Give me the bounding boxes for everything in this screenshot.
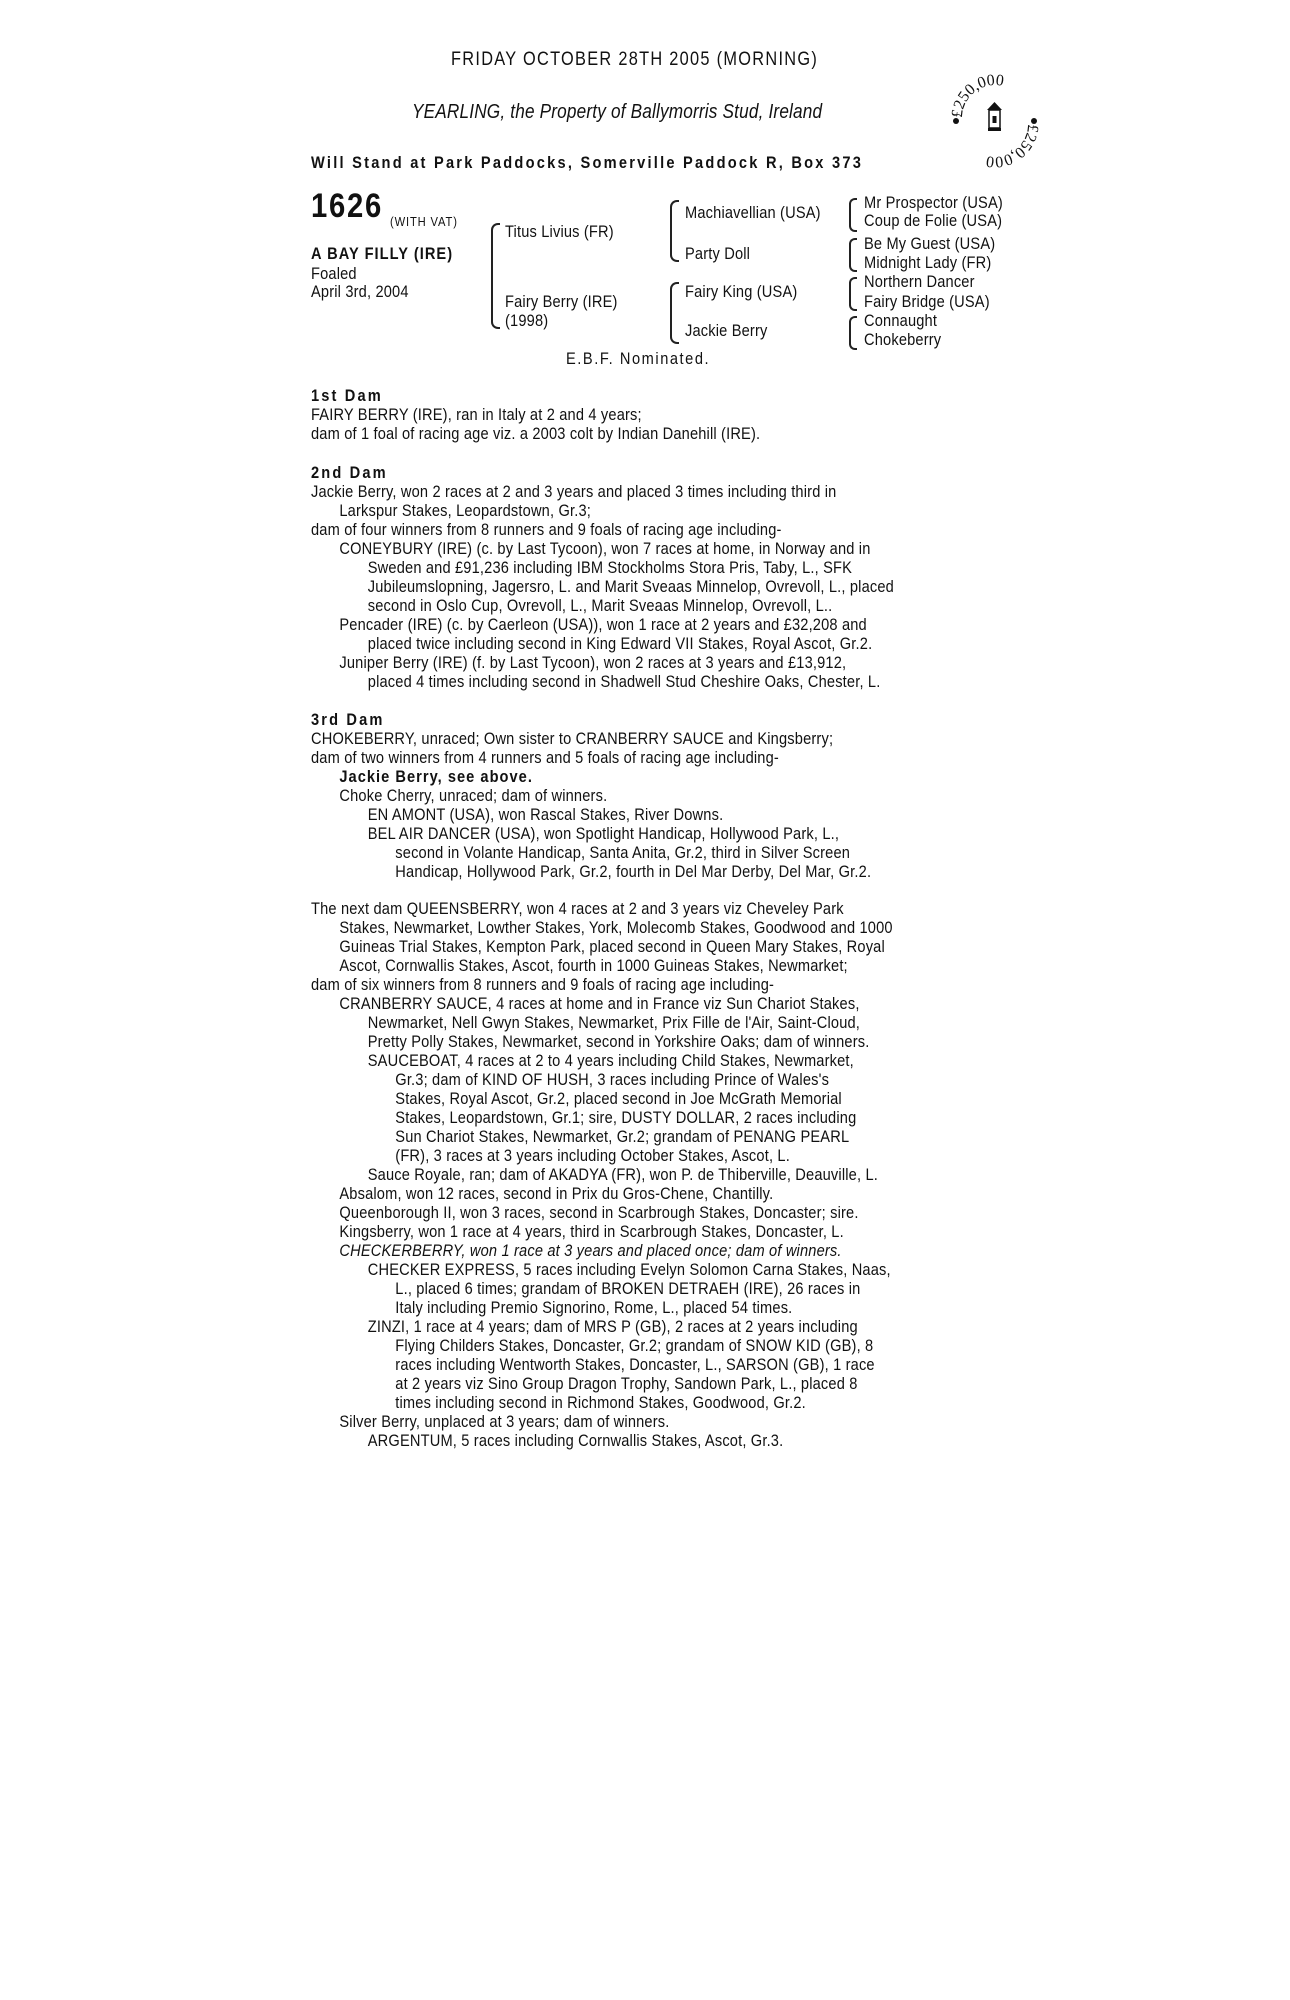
next-dam-line: Queenborough II, won 3 races, second in Scarbrough Stakes, Doncaster; sire. <box>339 1203 859 1222</box>
sire-brace <box>491 223 500 329</box>
sale-date: FRIDAY OCTOBER 28TH 2005 (MORNING) <box>451 49 819 70</box>
g-brace-1 <box>849 198 857 232</box>
next-dam-line: Flying Childers Stakes, Doncaster, Gr.2; grandam of SNOW KID (GB), 8 <box>395 1336 874 1355</box>
next-dam-line: CHECKERBERRY, won 1 race at 3 years and placed once; dam of winners. <box>339 1241 842 1260</box>
next-dam-line: Absalom, won 12 races, second in Prix du Gros-Chene, Chantilly. <box>339 1184 774 1203</box>
g-brace-3 <box>849 277 857 311</box>
next-dam-line: CHECKER EXPRESS, 5 races including Evelyn Solomon Carna Stakes, Naas, <box>367 1260 891 1279</box>
stamp-icon <box>948 66 1040 176</box>
second-dam-line: Sweden and £91,236 including IBM Stockholms Stora Pris, Taby, L., SFK <box>367 558 853 577</box>
ds-sire: Northern Dancer <box>864 272 975 291</box>
sd-sire: Be My Guest (USA) <box>864 234 996 253</box>
third-dam-line: second in Volante Handicap, Santa Anita, Gr.2, third in Silver Screen <box>395 843 851 862</box>
third-dam-line: Handicap, Hollywood Park, Gr.2, fourth in Del Mar Derby, Del Mar, Gr.2. <box>395 862 872 881</box>
first-dam-line: dam of 1 foal of racing age viz. a 2003 colt by Indian Danehill (IRE). <box>311 424 761 443</box>
vendor-line: YEARLING, the Property of Ballymorris Stud, Ireland <box>412 101 823 123</box>
stamp-price-top: £250,000 <box>948 71 1005 119</box>
next-dam-line: Kingsberry, won 1 race at 4 years, third in Scarbrough Stakes, Doncaster, L. <box>339 1222 844 1241</box>
sire-parents-brace <box>670 200 679 262</box>
svg-text:£250,000 <box>949 72 1005 119</box>
next-dam-line: Guineas Trial Stakes, Kempton Park, placed second in Queen Mary Stakes, Royal <box>339 937 885 956</box>
next-dam-line: ZINZI, 1 race at 4 years; dam of MRS P (GB), 2 races at 2 years including <box>367 1317 858 1336</box>
first-dam-section <box>311 386 761 443</box>
next-dam-line: Stakes, Newmarket, Lowther Stakes, York, Molecomb Stakes, Goodwood and 1000 <box>339 918 893 937</box>
next-dam-line: dam of six winners from 8 runners and 9 foals of racing age including- <box>311 975 775 994</box>
second-dam-line: Jackie Berry, won 2 races at 2 and 3 years and placed 3 times including third in <box>311 482 837 501</box>
third-dam-line: Choke Cherry, unraced; dam of winners. <box>339 786 608 805</box>
second-dam-line: dam of four winners from 8 runners and 9 foals of racing age including- <box>311 520 782 539</box>
price-stamp <box>948 66 1040 176</box>
second-dam-line: Juniper Berry (IRE) (f. by Last Tycoon), won 2 races at 3 years and £13,912, <box>339 653 847 672</box>
foaled-date: April 3rd, 2004 <box>311 282 409 301</box>
dd-sire: Connaught <box>864 311 938 330</box>
next-dam-line: L., placed 6 times; grandam of BROKEN DETRAEH (IRE), 26 races in <box>395 1279 861 1298</box>
sire-sire: Machiavellian (USA) <box>685 203 821 222</box>
next-dam-line: ARGENTUM, 5 races including Cornwallis Stakes, Ascot, Gr.3. <box>367 1431 784 1450</box>
dam-year: (1998) <box>505 311 549 330</box>
next-dam-line: Newmarket, Nell Gwyn Stakes, Newmarket, Prix Fille de l'Air, Saint-Cloud, <box>367 1013 861 1032</box>
next-dam-line: SAUCEBOAT, 4 races at 2 to 4 years including Child Stakes, Newmarket, <box>367 1051 854 1070</box>
third-dam-line: EN AMONT (USA), won Rascal Stakes, River Downs. <box>367 805 724 824</box>
ss-sire: Mr Prospector (USA) <box>864 193 1003 212</box>
next-dam-line: Italy including Premio Signorino, Rome, L., placed 54 times. <box>395 1298 793 1317</box>
vat-label: (WITH VAT) <box>390 214 458 229</box>
next-dam-line: times including second in Richmond Stakes, Goodwood, Gr.2. <box>395 1393 806 1412</box>
next-dam-line: The next dam QUEENSBERRY, won 4 races at 2 and 3 years viz Cheveley Park <box>311 899 844 918</box>
second-dam-line: placed 4 times including second in Shadwell Stud Cheshire Oaks, Chester, L. <box>367 672 881 691</box>
sire-name: Titus Livius (FR) <box>505 222 614 241</box>
next-dam-line: CRANBERRY SAUCE, 4 races at home and in France viz Sun Chariot Stakes, <box>339 994 860 1013</box>
next-dam-line: (FR), 3 races at 3 years including October Stakes, Ascot, L. <box>395 1146 790 1165</box>
g-brace-4 <box>849 316 857 350</box>
second-dam-heading: 2nd Dam <box>311 463 388 482</box>
ds-dam: Fairy Bridge (USA) <box>864 292 990 311</box>
second-dam-line: Pencader (IRE) (c. by Caerleon (USA)), won 1 race at 2 years and £32,208 and <box>339 615 867 634</box>
dam-sire: Fairy King (USA) <box>685 282 798 301</box>
dam-parents-brace <box>670 282 679 344</box>
sd-dam: Midnight Lady (FR) <box>864 253 992 272</box>
dam-dam: Jackie Berry <box>685 321 768 340</box>
second-dam-line: Jubileumslopning, Jagersro, L. and Marit Sveaas Minnelop, Ovrevoll, L., placed <box>367 577 894 596</box>
stamp-price-bottom: £250,000 <box>985 123 1040 171</box>
third-dam-heading: 3rd Dam <box>311 710 385 729</box>
g-brace-2 <box>849 238 857 272</box>
ss-dam: Coup de Folie (USA) <box>864 211 1003 230</box>
next-dam-line: Stakes, Leopardstown, Gr.1; sire, DUSTY DOLLAR, 2 races including <box>395 1108 857 1127</box>
lot-number: 1626 <box>311 187 383 225</box>
first-dam-heading: 1st Dam <box>311 386 383 405</box>
third-dam-line: dam of two winners from 4 runners and 5 foals of racing age including- <box>311 748 779 767</box>
next-dam-line: at 2 years viz Sino Group Dragon Trophy, Sandown Park, L., placed 8 <box>395 1374 858 1393</box>
third-dam-line: BEL AIR DANCER (USA), won Spotlight Handicap, Hollywood Park, L., <box>367 824 840 843</box>
sire-dam: Party Doll <box>685 244 751 263</box>
next-dam-line: Stakes, Royal Ascot, Gr.2, placed second in Joe McGrath Memorial <box>395 1089 842 1108</box>
horse-title: A BAY FILLY (IRE) <box>311 244 454 263</box>
next-dam-line: Sun Chariot Stakes, Newmarket, Gr.2; grandam of PENANG PEARL <box>395 1127 850 1146</box>
next-dam-line: Ascot, Cornwallis Stakes, Ascot, fourth in 1000 Guineas Stakes, Newmarket; <box>339 956 848 975</box>
third-dam-section <box>311 710 872 881</box>
second-dam-line: CONEYBURY (IRE) (c. by Last Tycoon), won 7 races at home, in Norway and in <box>339 539 871 558</box>
second-dam-line: Larkspur Stakes, Leopardstown, Gr.3; <box>339 501 591 520</box>
next-dam-line: Silver Berry, unplaced at 3 years; dam of winners. <box>339 1412 670 1431</box>
third-dam-line: Jackie Berry, see above. <box>339 767 533 786</box>
next-dam-line: races including Wentworth Stakes, Doncaster, L., SARSON (GB), 1 race <box>395 1355 875 1374</box>
dd-dam: Chokeberry <box>864 330 942 349</box>
third-dam-line: CHOKEBERRY, unraced; Own sister to CRANBERRY SAUCE and Kingsberry; <box>311 729 834 748</box>
second-dam-line: second in Oslo Cup, Ovrevoll, L., Marit Sveaas Minnelop, Ovrevoll, L.. <box>367 596 833 615</box>
next-dam-line: Sauce Royale, ran; dam of AKADYA (FR), won P. de Thiberville, Deauville, L. <box>367 1165 878 1184</box>
stand-line: Will Stand at Park Paddocks, Somerville Paddock R, Box 373 <box>311 153 864 172</box>
foaled-label: Foaled <box>311 264 357 283</box>
second-dam-line: placed twice including second in King Edward VII Stakes, Royal Ascot, Gr.2. <box>367 634 873 653</box>
next-dam-line: Pretty Polly Stakes, Newmarket, second in Yorkshire Oaks; dam of winners. <box>367 1032 870 1051</box>
dam-name: Fairy Berry (IRE) <box>505 292 618 311</box>
second-dam-section <box>311 463 894 691</box>
next-dam-line: Gr.3; dam of KIND OF HUSH, 3 races including Prince of Wales's <box>395 1070 830 1089</box>
ebf-note: E.B.F. Nominated. <box>566 349 711 368</box>
first-dam-line: FAIRY BERRY (IRE), ran in Italy at 2 and 4 years; <box>311 405 642 424</box>
